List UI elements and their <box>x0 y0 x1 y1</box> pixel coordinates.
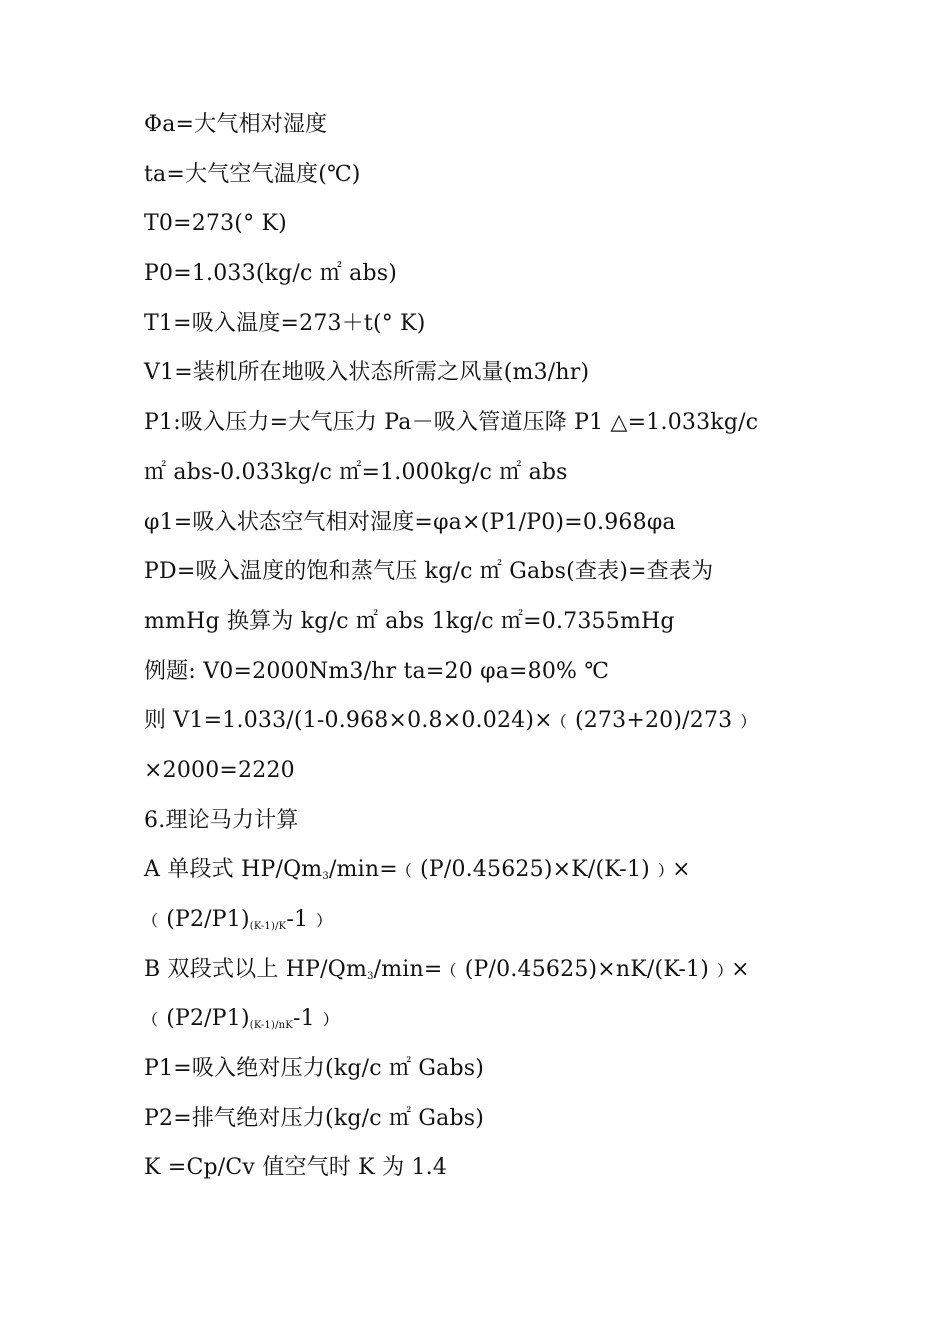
text-line: T1=吸入温度=273＋t(° K) <box>144 310 426 336</box>
formula-a-line-2 <box>144 902 824 952</box>
formula-a-exponent: (K-1)/K <box>249 921 287 932</box>
formula-a-base: ﹙(P2/P1) <box>144 907 250 932</box>
text-line: mmHg 换算为 kg/c ㎡ abs 1kg/c ㎡=0.7355mHg <box>144 608 675 634</box>
text-line: V1=装机所在地吸入状态所需之风量(m3/hr) <box>144 360 590 386</box>
text-line: ta=大气空气温度(℃) <box>144 161 361 187</box>
formula-b-prefix: B 双段式以上 HP/Qm <box>144 956 368 982</box>
formula-a-suffix: -1﹚ <box>286 907 331 932</box>
text-line: Φa=大气相对湿度 <box>144 112 328 137</box>
formula-b-middle: /min=﹙(P/0.45625)×nK/(K-1)﹚× <box>373 956 750 982</box>
section-heading: 6.理论马力计算 <box>144 807 299 833</box>
formula-b-suffix: -1﹚ <box>292 1006 337 1032</box>
text-line: K =Cp/Cv 值空气时 K 为 1.4 <box>144 1155 448 1181</box>
formula-b-line-2 <box>144 1001 824 1051</box>
text-line: P2=排气绝对压力(kg/c ㎡ Gabs) <box>144 1105 484 1131</box>
text-line: T0=273(° K) <box>144 211 287 237</box>
formula-a-subscript: 3 <box>322 871 329 883</box>
formula-b-subscript: 3 <box>367 970 374 982</box>
formula-a-middle: /min=﹙(P/0.45625)×K/(K-1)﹚× <box>328 857 691 883</box>
text-line: φ1=吸入状态空气相对湿度=φa×(P1/P0)=0.968φa <box>144 509 676 535</box>
formula-b-exponent: (K-1)/nK <box>249 1020 293 1032</box>
text-line: ×2000=2220 <box>144 757 295 783</box>
formula-b-line-1 <box>144 952 824 1002</box>
text-line: ㎡ abs-0.033kg/c ㎡=1.000kg/c ㎡ abs <box>144 459 568 485</box>
formula-b-base: ﹙(P2/P1) <box>144 1006 250 1032</box>
text-line: P0=1.033(kg/c ㎡ abs) <box>144 261 398 287</box>
text-line: 则 V1=1.033/(1-0.968×0.8×0.024)×﹙(273+20)/273﹚ <box>144 708 755 734</box>
formula-a-prefix: A 单段式 HP/Qm <box>144 857 323 883</box>
formula-a-line-1 <box>144 852 824 902</box>
text-line: 例题: V0=2000Nm3/hr ta=20 φa=80% ℃ <box>144 658 610 684</box>
text-line: PD=吸入温度的饱和蒸气压 kg/c ㎡ Gabs(查表)=查表为 <box>144 559 714 585</box>
text-line: P1=吸入绝对压力(kg/c ㎡ Gabs) <box>144 1056 484 1082</box>
document-body <box>144 107 824 1200</box>
text-line: P1:吸入压力=大气压力 Pa－吸入管道压降 P1 △=1.033kg/c <box>144 410 759 436</box>
